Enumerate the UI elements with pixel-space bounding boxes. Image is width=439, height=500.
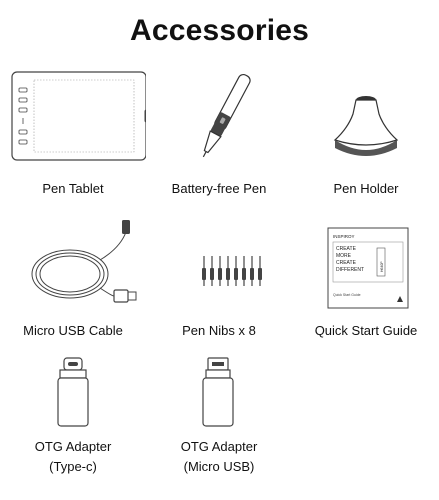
pen-holder-illustration [293, 90, 439, 166]
item-micro-usb-cable [0, 218, 146, 344]
guide-line-2: MORE [336, 253, 351, 259]
otg-type-c-label-2: (Type-c) [49, 459, 97, 474]
page-title: Accessories [130, 14, 309, 47]
item-battery-free-pen [146, 60, 292, 200]
otg-micro-usb-label-1: OTG Adapter [180, 439, 258, 454]
pen-tablet-label: Pen Tablet [42, 181, 104, 196]
item-otg-adapter-type-c [0, 354, 146, 484]
item-pen-holder [293, 60, 439, 200]
pen-nibs-label: Pen Nibs x 8 [182, 323, 256, 338]
guide-line-1: CREATE [336, 246, 356, 252]
otg-type-c-label-1: OTG Adapter [34, 439, 112, 454]
pen-tablet-illustration [0, 66, 146, 166]
otg-micro-usb-label-2: (Micro USB) [183, 459, 255, 474]
pen-label: Battery-free Pen [171, 181, 267, 196]
guide-line-3: CREATE [336, 260, 356, 266]
otg-type-c-illustration [0, 356, 146, 430]
otg-micro-usb-illustration [146, 356, 292, 430]
quick-start-guide-label: Quick Start Guide [314, 323, 418, 338]
usb-cable-label: Micro USB Cable [23, 323, 123, 338]
pen-nibs-illustration [146, 254, 292, 294]
guide-line-4: DIFFERENT [336, 267, 365, 273]
guide-brand: INSPIROY [333, 234, 355, 239]
item-pen-nibs [146, 218, 292, 344]
pen-holder-label: Pen Holder [333, 181, 399, 196]
usb-cable-illustration [0, 218, 146, 314]
item-quick-start-guide [293, 218, 439, 344]
guide-badge: H640P [380, 261, 384, 272]
pen-illustration [146, 66, 292, 166]
item-otg-adapter-micro-usb [146, 354, 292, 484]
quick-start-guide-illustration [293, 226, 439, 310]
item-pen-tablet [0, 60, 146, 200]
guide-footer: Quick Start Guide [333, 293, 361, 297]
